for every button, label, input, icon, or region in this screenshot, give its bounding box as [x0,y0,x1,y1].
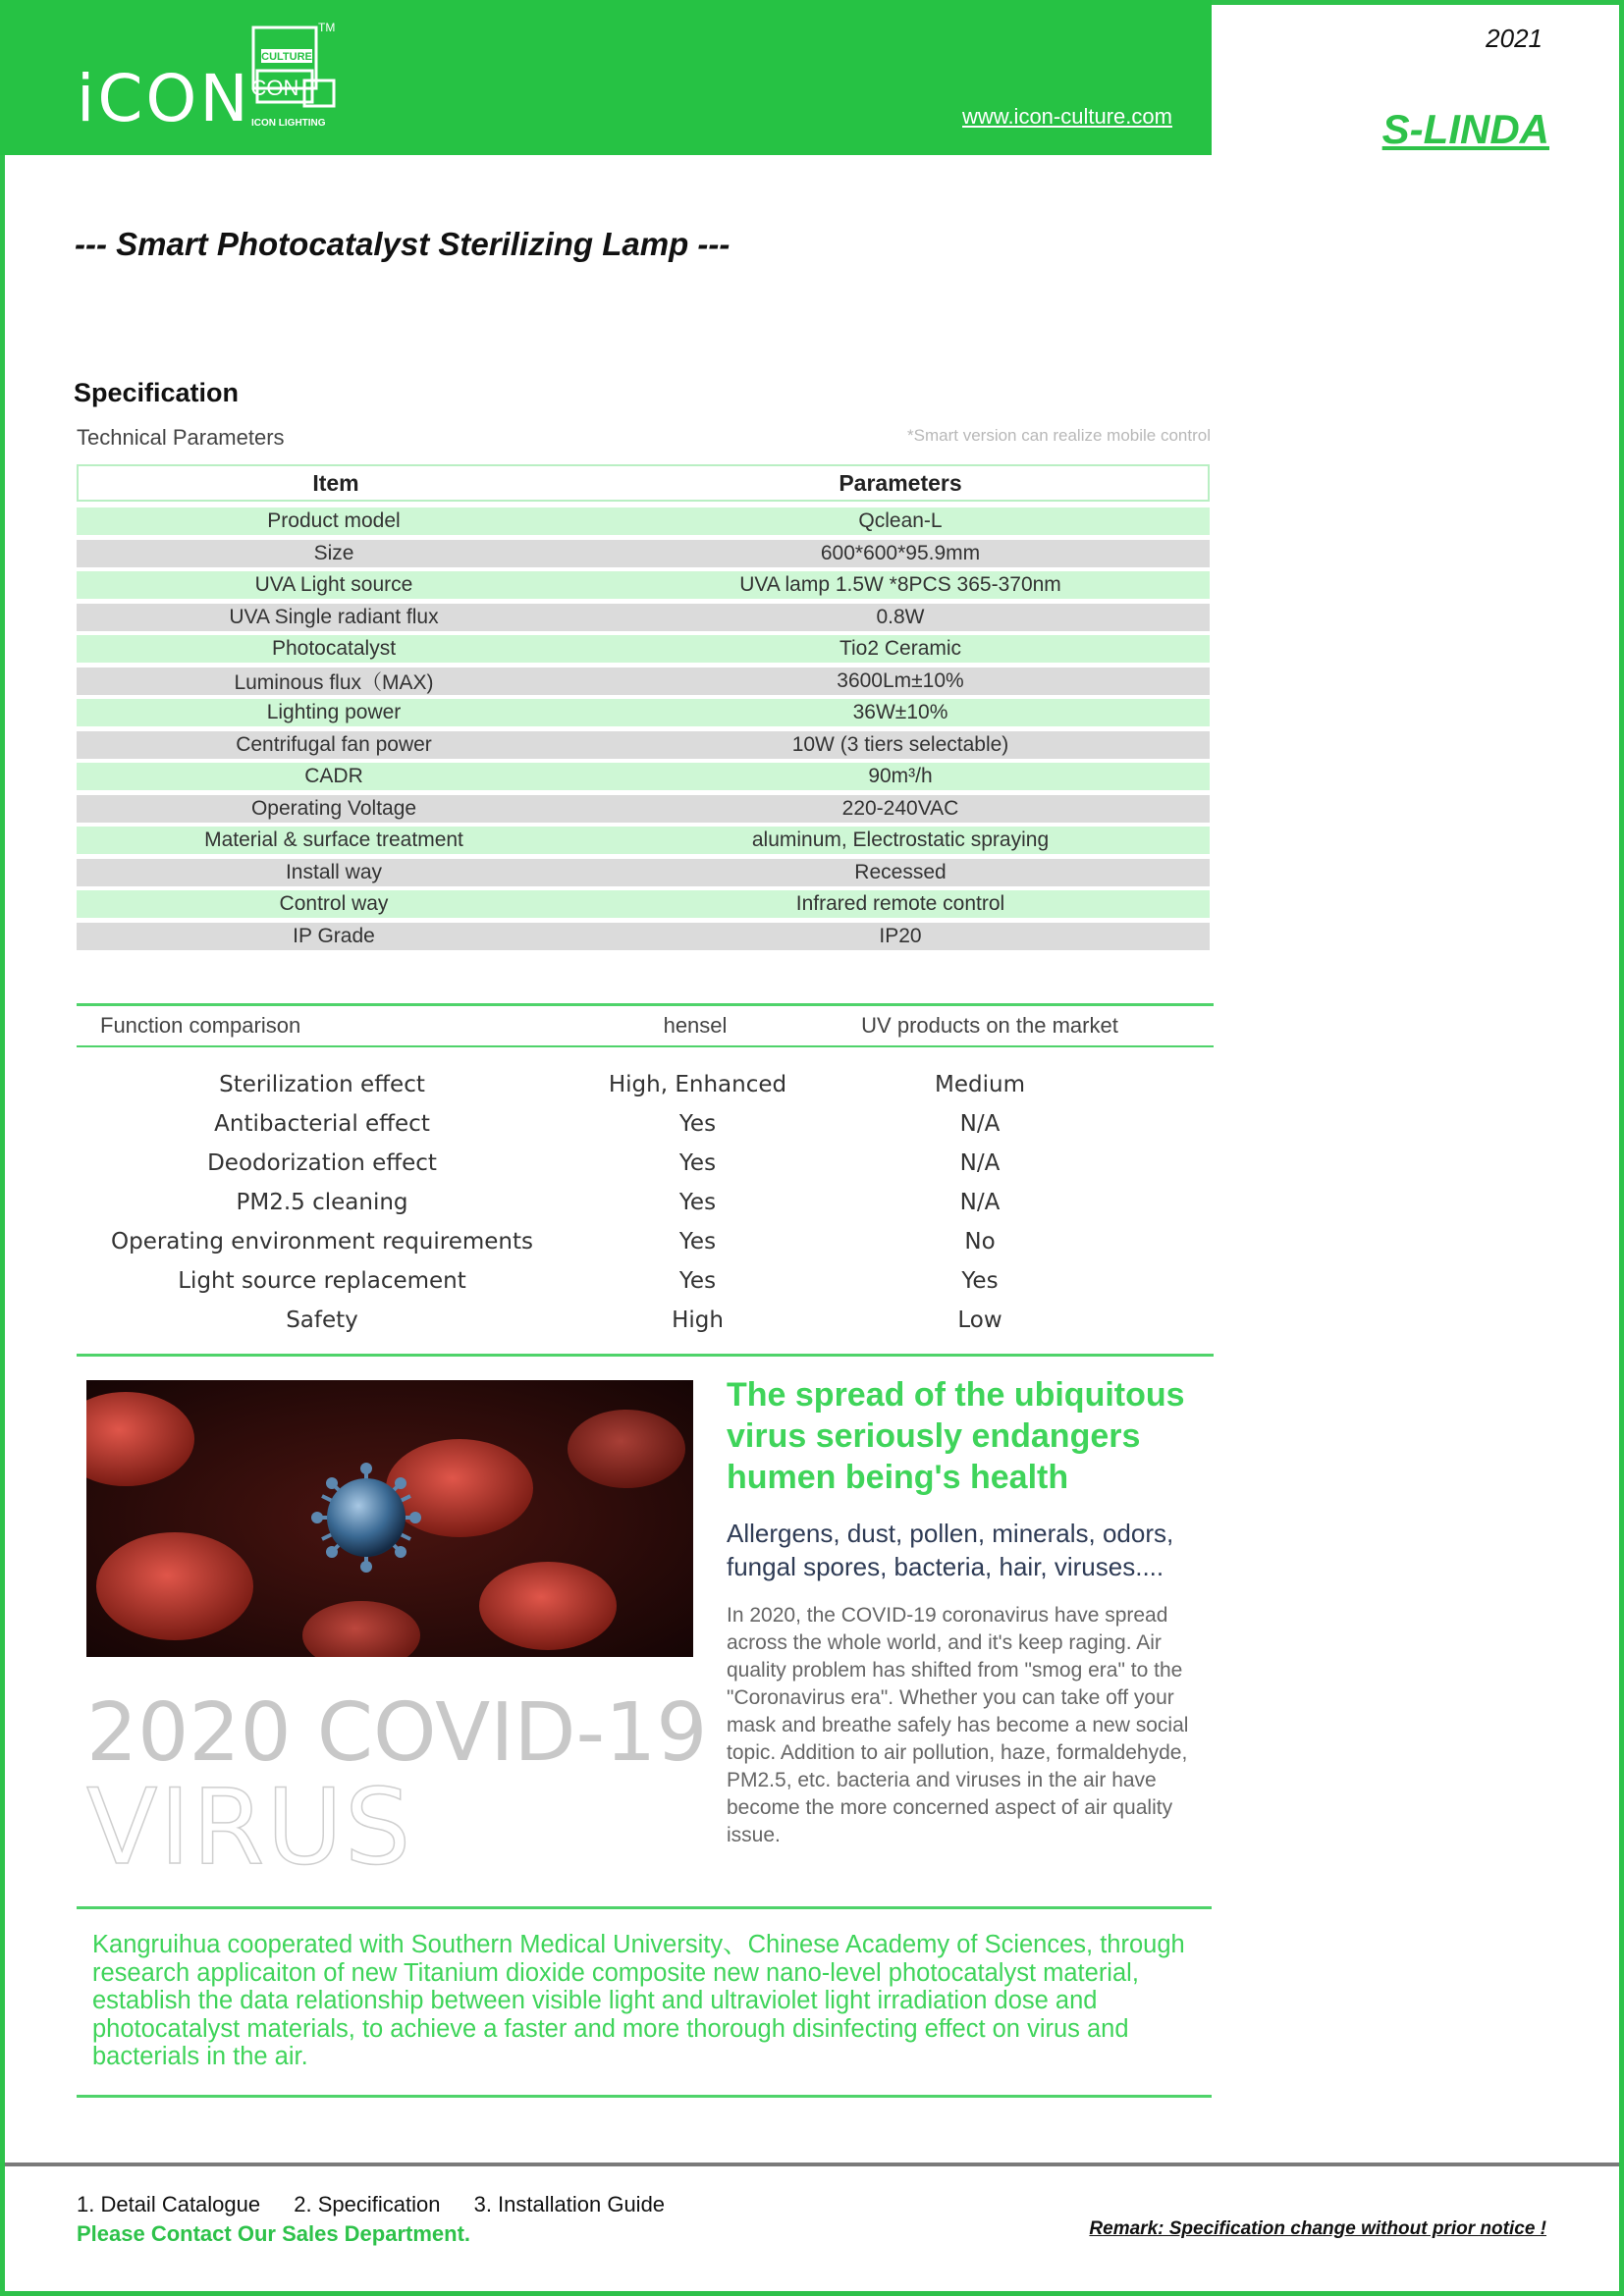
spec-item: Photocatalyst [271,637,397,660]
spec-item: UVA Light source [254,573,413,596]
spec-value: 10W (3 tiers selectable) [791,732,1009,756]
table-row [77,699,1210,726]
spec-item: Control way [279,892,389,915]
spec-value: Recessed [854,860,947,883]
spec-table [77,464,1210,954]
market-value: N/A [959,1190,1001,1215]
comparison-header [77,1003,1214,1047]
spec-value: 600*600*95.9mm [820,541,981,564]
spec-value: 0.8W [876,605,925,628]
svg-text:CON: CON [250,76,299,100]
table-row [77,540,1210,567]
hensel-value: Yes [678,1268,717,1294]
table-row [77,604,1210,631]
spec-value: 220-240VAC [841,796,959,820]
smart-version-note: *Smart version can realize mobile control [907,426,1211,445]
table-row [77,507,1210,535]
svg-text:ICON LIGHTING: ICON LIGHTING [251,118,326,129]
spec-item: UVA Single radiant flux [229,605,439,628]
spec-item: Material & surface treatment [204,828,463,851]
table-row [77,667,1210,695]
spec-item: Product model [267,509,401,532]
function-name: Operating environment requirements [111,1229,533,1255]
table-row [77,763,1210,790]
hensel-value: High [672,1308,724,1333]
function-name: Sterilization effect [219,1072,425,1097]
website-link[interactable]: www.icon-culture.com [962,104,1172,129]
virus-outline-text: VIRUS [86,1767,413,1888]
comparison-table [77,1003,1214,1357]
function-name: Antibacterial effect [214,1111,430,1137]
table-row [77,795,1210,823]
hensel-value: High, Enhanced [608,1072,787,1097]
table-row [77,923,1210,950]
table-row [77,1222,1214,1261]
spec-item: IP Grade [293,924,375,947]
research-paragraph: Kangruihua cooperated with Southern Medical University、Chinese Academy of Sciences, through research applicaiton of new Titanium dioxide composite new nano-level photocatalyst material, establish the data relationship between visible light and ultraviolet light irradiation dose and photocatalyst materials, to achieve a faster and more thorough disinfecting effect on virus and bacterials in the air. [77,1906,1212,2098]
market-value: Medium [935,1072,1025,1097]
table-row [77,1183,1214,1222]
header-band [0,0,1212,155]
spec-item: CADR [304,765,363,787]
logo-mark [247,22,346,132]
spec-item: Centrifugal fan power [236,732,432,756]
table-row [77,1144,1214,1183]
column-header-parameters: Parameters [839,469,962,496]
page-title: --- Smart Photocatalyst Sterilizing Lamp --- [75,226,731,262]
market-value: No [964,1229,996,1255]
spec-value: Infrared remote control [795,892,1005,915]
logo-text: iCON [77,61,251,136]
spec-value: Qclean-L [858,509,943,532]
column-header-hensel: hensel [663,1013,728,1038]
market-value: Yes [961,1268,999,1294]
function-name: Safety [286,1308,358,1333]
spec-value: UVA lamp 1.5W *8PCS 365-370nm [739,573,1061,596]
svg-text:TM: TM [318,22,336,34]
hensel-value: Yes [678,1229,717,1255]
table-row [77,1261,1214,1301]
technical-parameters-label: Technical Parameters [77,425,285,450]
covid-body-text: In 2020, the COVID-19 coronavirus have spread across the whole world, and it's keep raging. Air quality problem has shifted from "smog era" to the "Coronavirus era". Whether you can take off your mask and breathe safely has become a new social topic. Addition to air pollution, haze, formaldehyde, PM2.5, etc. bacteria and viruses in the air have become the more concerned aspect of air quality issue. [727,1604,1189,1846]
table-row [77,1104,1214,1144]
footer-link-installation[interactable]: 3. Installation Guide [473,2192,666,2216]
section-heading: Specification [74,378,240,407]
spec-value: 90m³/h [868,765,933,787]
function-name: Light source replacement [178,1268,466,1294]
hensel-value: Yes [678,1150,717,1176]
virus-image [86,1380,693,1657]
spec-item: Lighting power [266,701,402,723]
table-row [77,890,1210,918]
column-header-market: UV products on the market [861,1013,1118,1038]
table-row [77,1065,1214,1104]
spec-value: 3600Lm±10% [837,668,964,692]
table-row [77,731,1210,759]
comparison-body [77,1047,1214,1357]
function-name: PM2.5 cleaning [236,1190,408,1215]
market-value: Low [957,1308,1002,1333]
table-row [77,635,1210,663]
table-row [77,571,1210,599]
table-row [77,827,1210,854]
market-value: N/A [959,1150,1001,1176]
hensel-value: Yes [678,1190,717,1215]
spec-table-header [77,464,1210,502]
spec-value: 36W±10% [852,701,948,723]
spec-item: Luminous flux（MAX) [234,670,434,694]
virus-heading: The spread of the ubiquitous virus seriously endangers humen being's health [727,1376,1185,1496]
footer-contact: Please Contact Our Sales Department. [77,2221,471,2246]
allergens-text: Allergens, dust, pollen, minerals, odors, fungal spores, bacteria, hair, viruses.... [727,1519,1174,1581]
svg-text:CULTURE: CULTURE [261,51,312,63]
covid-big-text: 2020 COVID-19 [86,1686,708,1780]
column-header-function: Function comparison [100,1013,301,1038]
year-label: 2021 [1486,24,1543,53]
table-row [77,859,1210,886]
spec-item: Install way [285,860,383,883]
table-row [77,1301,1214,1340]
footer-divider [5,2163,1619,2166]
column-header-item: Item [312,469,359,496]
function-name: Deodorization effect [207,1150,437,1176]
spec-item: Size [313,541,354,564]
spec-value: aluminum, Electrostatic spraying [751,828,1050,851]
market-value: N/A [959,1111,1001,1137]
footer-link-catalogue[interactable]: 1. Detail Catalogue [77,2192,261,2216]
footer-link-specification[interactable]: 2. Specification [294,2192,441,2216]
spec-item: Operating Voltage [250,796,417,820]
footer-remark: Remark: Specification change without prior notice ! [1089,2218,1546,2239]
hensel-value: Yes [678,1111,717,1137]
brand-name[interactable]: S-LINDA [1381,106,1549,152]
footer-nav [77,2192,692,2217]
spec-value: Tio2 Ceramic [839,637,962,660]
spec-value: IP20 [879,924,922,947]
